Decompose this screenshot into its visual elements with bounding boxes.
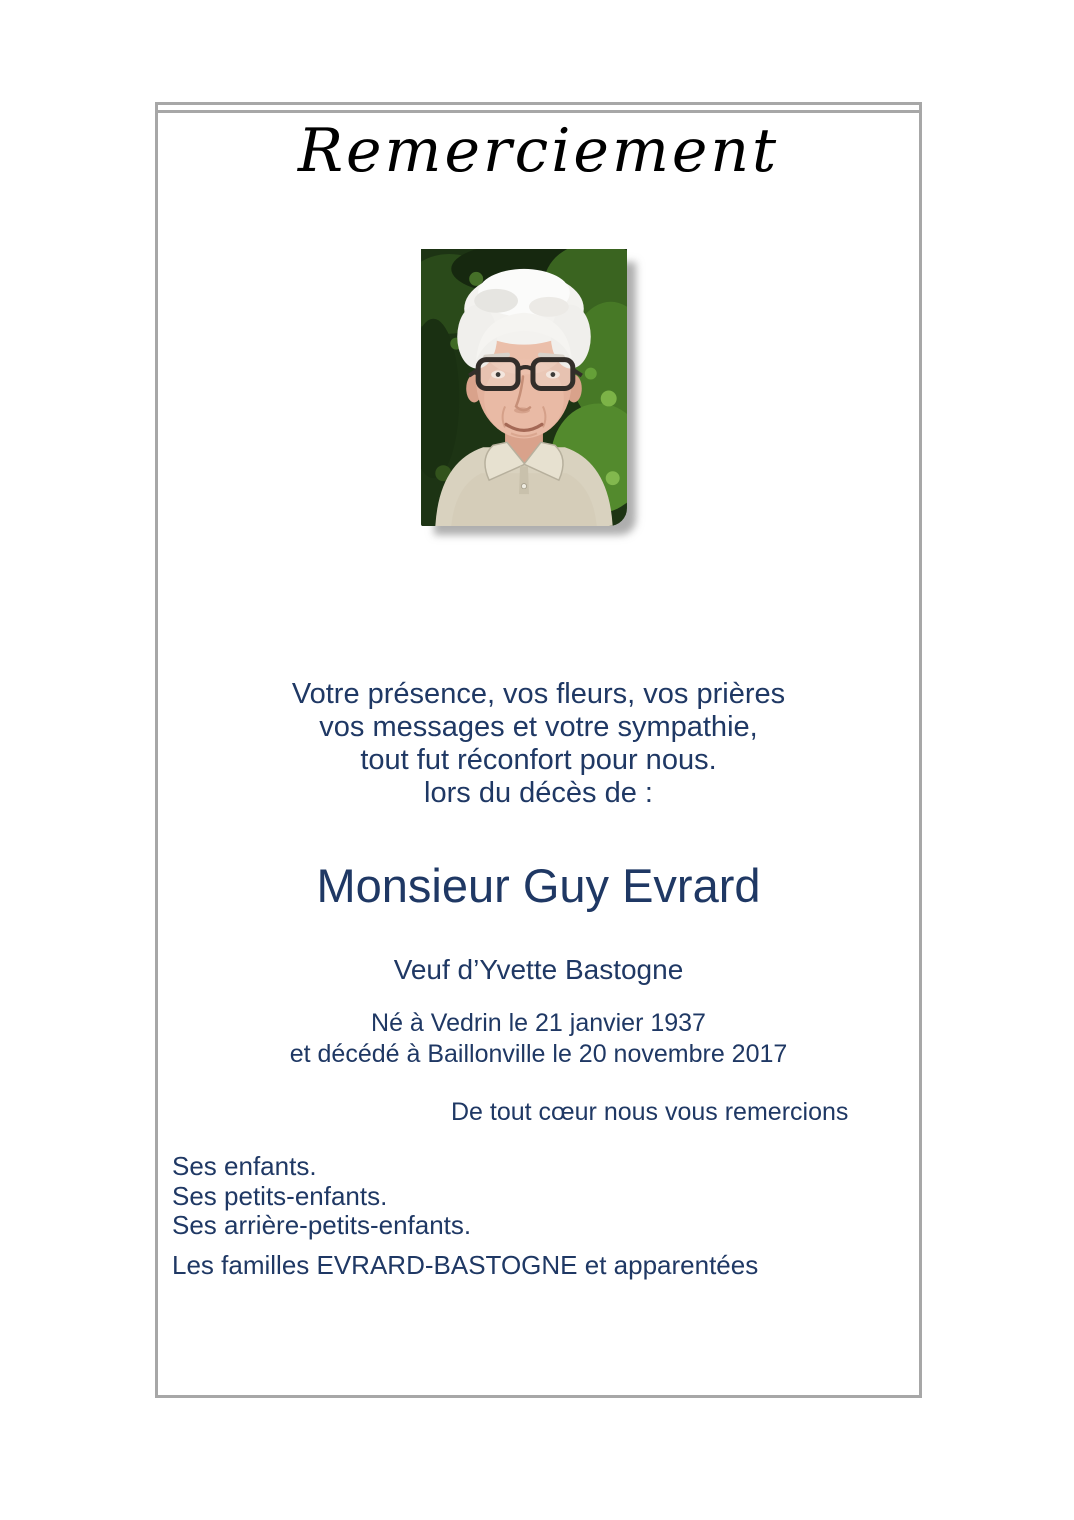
portrait-photo xyxy=(421,249,627,526)
birth-line: Né à Vedrin le 21 janvier 1937 xyxy=(371,1009,706,1037)
thanks-line: De tout cœur nous vous remercions xyxy=(451,1098,849,1126)
intro-line-1: Votre présence, vos fleurs, vos prières xyxy=(291,678,786,710)
intro-line-3: tout fut réconfort pour nous. xyxy=(360,744,717,776)
deceased-name: Monsieur Guy Evrard xyxy=(316,859,761,912)
family-line-greatgrandchildren: Ses arrière-petits-enfants. xyxy=(172,1210,472,1240)
death-line: et décédé à Baillonville le 20 novembre 2017 xyxy=(289,1040,788,1068)
intro-line-2: vos messages et votre sympathie, xyxy=(319,711,758,743)
card-title: Remerciement xyxy=(297,116,780,186)
families-line: Les familles EVRARD-BASTOGNE et apparentées xyxy=(172,1250,759,1280)
family-line-grandchildren: Ses petits-enfants. xyxy=(172,1180,388,1211)
intro-text xyxy=(155,678,922,810)
relation-line: Veuf d’Yvette Bastogne xyxy=(393,954,684,985)
card-border-top-inner-line xyxy=(158,110,919,113)
family-list xyxy=(172,1152,471,1241)
portrait-photo-illustration xyxy=(421,249,627,526)
family-line-children: Ses enfants. xyxy=(172,1151,317,1181)
birth-death-dates xyxy=(155,1008,922,1070)
intro-line-4: lors du décès de : xyxy=(424,777,653,809)
